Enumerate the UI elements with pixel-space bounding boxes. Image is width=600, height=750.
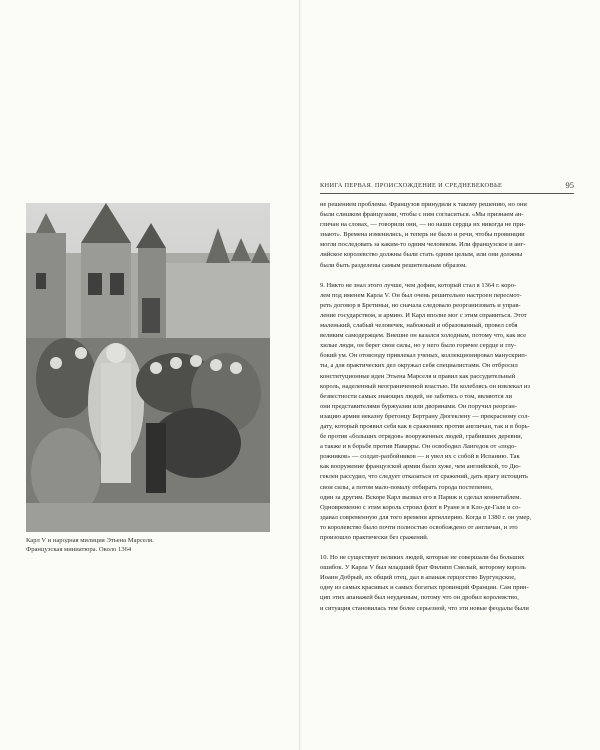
text-line: были слишком французами, чтобы с ним согласиться. «Мы признаем ан- xyxy=(320,211,524,219)
text-line: 10. Но не существует великих людей, которые не совершали бы больших xyxy=(320,554,525,562)
text-line: ты, а для практических дел окружал себя специалистами. Он отбросил xyxy=(320,362,518,370)
text-line: не решением проблемы. Французов принудили к такому решению, но они xyxy=(320,201,527,208)
text-line: одну из самых красивых и самых богатых провинций Франции. Сам прин- xyxy=(320,584,529,592)
text-line: а также и в борьбе против Наварры. Он освободил Лангедок от «подо- xyxy=(320,443,517,451)
text-line: лем под именем Карла V. Он был очень решительно настроен пересмот- xyxy=(320,291,522,299)
text-line: один за другим. Вскоре Карл вызвал его в Париж и сделал коннетаблем. xyxy=(320,493,522,501)
text-line: гличан на словах, — говорили они, — но наши сердца их никогда не при- xyxy=(320,221,526,229)
paragraph xyxy=(320,553,574,614)
text-line: король, наделенный неограниченной властью. Не колеблясь он извлекал из xyxy=(320,382,530,390)
text-line: хилые люди, он берег свои силы, но у него было горячее сердце и глу- xyxy=(320,342,517,350)
text-line: 9. Никто не знал этого лучше, чем дофин, который стал в 1364 г. коро- xyxy=(320,281,517,289)
text-line: цип этих апанажей был неудачным, потому что он дробил королевство, xyxy=(320,594,519,602)
text-line: были быть разделены самым решительным образом. xyxy=(320,261,467,269)
paragraph xyxy=(320,281,574,543)
text-line: как вооружение французской армии было хуже, чем английской, то Дю- xyxy=(320,463,521,471)
running-head: КНИГА ПЕРВАЯ. ПРОИСХОЖДЕНИЕ И СРЕДНЕВЕКОВЬЕ xyxy=(320,182,503,189)
book-spine xyxy=(299,0,301,750)
text-line: рожников» — солдат-разбойников — и увел их с собой в Испанию. Так xyxy=(320,453,520,461)
paragraph xyxy=(320,200,574,271)
text-line: бокий ум. Он отовсюду привлекал ученых, коллекционировал манускрип- xyxy=(320,352,527,360)
text-line: безвестности самых знающих людей, не заботясь о том, являются ли xyxy=(320,392,513,400)
text-line: Иоанн Добрый, их общий отец, дал в апанаж герцогство Бургундское, xyxy=(320,574,516,582)
illustration-caption xyxy=(26,536,276,554)
text-line: знают». Времена изменились, и теперь не было и речи, чтобы провинции xyxy=(320,231,525,239)
text-line: свои силы, а потом мало-помалу отбирать города постепенно, xyxy=(320,483,493,491)
text-line: конституционные идеи Этьена Марселя и правил как рассудительный xyxy=(320,372,516,380)
text-line: ошибок. У Карла V был младший брат Филипп Смелый, которому король xyxy=(320,564,526,572)
header-rule xyxy=(320,193,574,194)
miniature-picture xyxy=(26,203,270,532)
text-line: могли последовать за каким-то одним человеком. Или французское и анг- xyxy=(320,241,526,249)
text-line: то королевство было почти полностью освобождено от англичан, и это xyxy=(320,523,518,531)
text-line: геклен рассудил, что следует отказаться от сражений, дать врагу истощить xyxy=(320,473,528,481)
text-line: маленький, слабый человечек, набожный и образованный, провел себя xyxy=(320,322,518,330)
text-line: ление государством, и армию. И Карл вполне мог с этим справиться. Этот xyxy=(320,311,527,319)
text-line: бе против «больших отрядов» вооруженных людей, грабивших деревни, xyxy=(320,433,523,441)
text-line: лийское королевство должны были стать одним целым, или они должны xyxy=(320,251,523,259)
text-line: великим самодержцем. Внешне он казался холодным, потому что, как все xyxy=(320,332,527,340)
text-line: Одновременно с этим король строил флот в Руане и в Кло-де-Гале и со- xyxy=(320,503,521,511)
text-line: они представителями буржуазии или дворянами. Он поручил реорган- xyxy=(320,402,517,410)
text-line: дату, который проявил себя как в сражениях против англичан, так и в борь- xyxy=(320,422,530,430)
page-number: 95 xyxy=(565,180,574,190)
text-line: произошло практически без сражений. xyxy=(320,534,429,541)
text-line: и ситуация становилась тем более серьезной, что эти новые феодалы были xyxy=(320,604,529,612)
text-line: реть договор в Бретиньи, но сначала следовало реорганизовать и управ- xyxy=(320,301,521,309)
miniature-illustration xyxy=(26,203,270,532)
text-line: здавал современную для того времени артиллерию. Когда в 1380 г. он умер, xyxy=(320,513,532,521)
body-text xyxy=(320,200,574,624)
caption-line: Карл V и народная милиция Этьена Марселя. xyxy=(26,537,154,544)
caption-line: Французская миниатюра. Около 1364 xyxy=(26,546,132,553)
text-line: изацию армии неказну бретонцу Бертрану Дюгеклену — прекрасному сол- xyxy=(320,412,530,420)
